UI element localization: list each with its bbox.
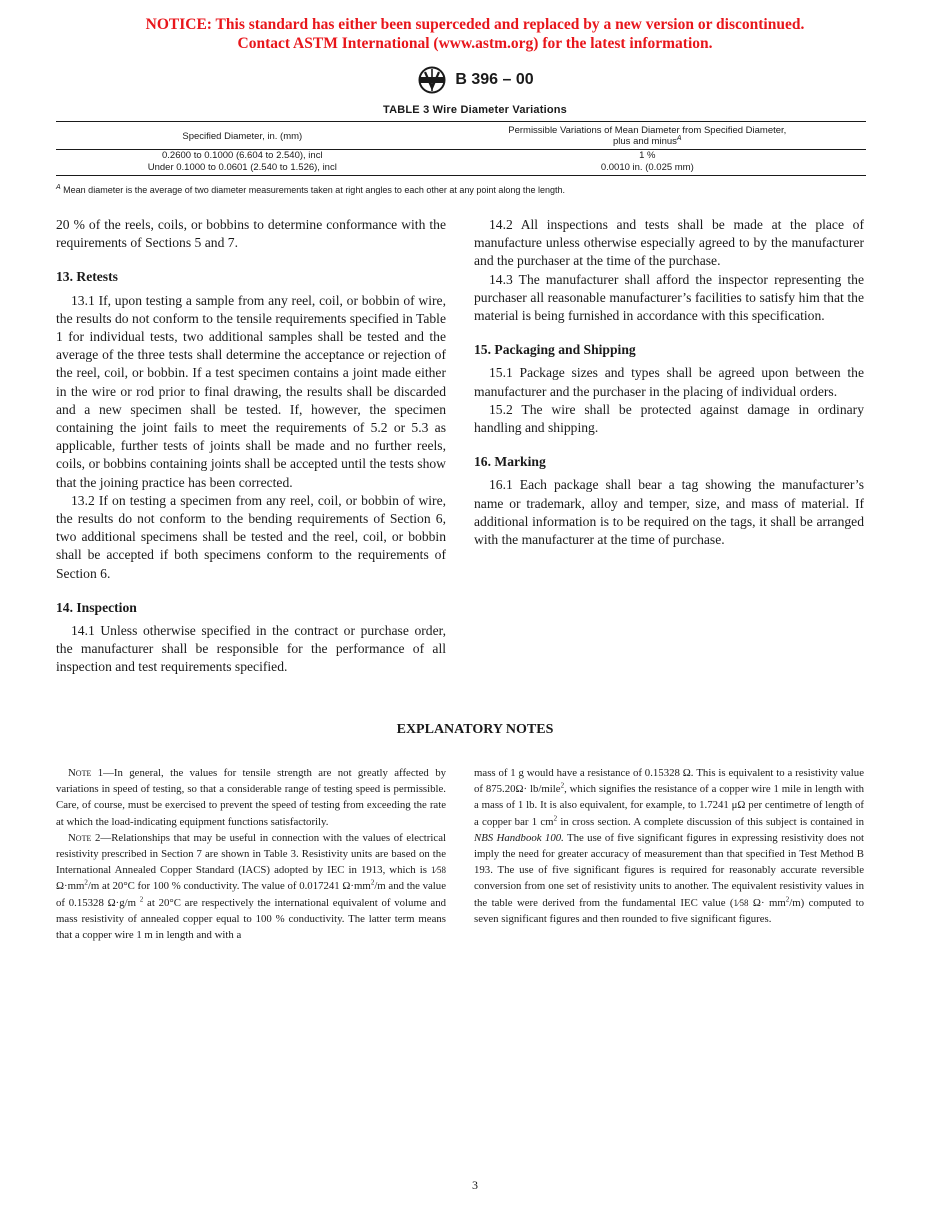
table-header-row [56,122,866,150]
left-column [56,216,446,677]
notice-line-1: NOTICE: This standard has either been superceded and replaced by a new version or discontinued. [145,16,805,33]
notes-left-column [56,765,446,943]
section-15-heading: 15. Packaging and Shipping [474,342,636,358]
right-column [474,216,864,549]
astm-logo-icon [416,66,448,94]
column-header-variation: Permissible Variations of Mean Diameter from Specified Diameter, plus and minus$^A$ [429,122,866,150]
table-cell-diameter: 0.2600 to 0.1000 (6.604 to 2.540), incl [162,150,323,161]
standard-header [0,66,950,94]
notice-line-2: Contact ASTM International (www.astm.org) for the latest information. [237,35,713,52]
paragraph-15-2: 15.2 The wire shall be protected against damage in ordinary handling and shipping. [474,401,864,436]
table-title: TABLE 3 Wire Diameter Variations [383,104,567,116]
table-cell-variation: 0.0010 in. (0.025 mm) [429,162,866,176]
section-14-heading: 14. Inspection [56,599,137,615]
paragraph-14-1: 14.1 Unless otherwise specified in the contract or purchase order, the manufacturer shall be responsible for the performance of all inspection and test requirements specified. [56,623,446,675]
paragraph-16-1: 16.1 Each package shall bear a tag showing the manufacturer’s name or trademark, alloy and temper, size, and mass of material. If additional information is to be required on the tags, it shall be arranged with the manufacturer at the time of purchase. [474,477,864,548]
section-13-heading: 13. Retests [56,269,118,285]
table-cell-diameter: Under 0.1000 to 0.0601 (2.540 to 1.526), incl [56,162,429,176]
column-header-diameter: Specified Diameter, in. (mm) [56,122,429,150]
paragraph-13-1: 13.1 If, upon testing a sample from any reel, coil, or bobbin of wire, the results do not conform to the tensile requirements specified in Table 1 for individual tests, two additional samples shall be tested and the average of the three tests shall determine the acceptance or rejection of the reel, coil, or bobbin. If a test specimen contains a joint made either in the wire or rod prior to final drawing, the results shall be discarded and a new specimen shall be tested. If, however, the specimen containing the joint fails to meet the requirements of 5.2 or 5.3 as applicable, further tests of joints shall be made and no further reels, coils, or bobbins containing joints shall be accepted until the tests show that the joining practice has been corrected. [56,292,446,490]
table-row [56,150,866,163]
paragraph-continued: 20 % of the reels, coils, or bobbins to determine conformance with the requirements of Sections 5 and 7. [56,217,446,251]
notes-right-column [474,765,864,927]
notice-banner [0,15,950,53]
note-2: Note 2—Relationships that may be useful in connection with the values of electrical resistivity prescribed in Section 7 are shown in Table 3. Resistivity units are based on the International Annealed Copper Standard (IACS) adopted by IEC in 1913, which is 1⁄58 $\Omega\cdot mm^2/m$ at 20°C for 100 % conductivity. The value of 0.017241 $\Omega\cdot mm^2/m$ and the value of 0.15328 Ω·g/m $^2$ at 20°C are respectively the international equivalent of volume and mass resistivity of annealed copper equal to 100 % conductivity. The latter term means that a copper wire 1 m in length and with a [56,831,446,942]
paragraph-15-1: 15.1 Package sizes and types shall be agreed upon between the manufacturer and the purchaser in the placing of individual orders. [474,365,864,399]
table-cell-variation: 1 % [639,150,656,161]
table-row [56,162,866,176]
paragraph-14-2: 14.2 All inspections and tests shall be made at the place of manufacture unless otherwise especially agreed to by the manufacturer and the purchaser at the time of the purchase. [474,217,864,269]
explanatory-notes-title: EXPLANATORY NOTES [396,722,554,737]
standard-designation: B 396 – 00 [455,71,534,88]
section-16-heading: 16. Marking [474,454,546,470]
wire-diameter-table [56,121,866,176]
paragraph-14-3: 14.3 The manufacturer shall afford the inspector representing the purchaser all reasonable manufacturer’s facilities to satisfy him that the material is being furnished in accordance with this specification. [474,271,864,324]
note-2-continued: mass of 1 g would have a resistance of 0.15328 Ω. This is equivalent to a resistivity value of 875.20Ω· lb/mile$^2$, which signifies the resistance of a copper wire 1 mile in length with a mass of 1 lb. It is also equivalent, for example, to 1.7241 μΩ per centimetre of length of a copper bar 1 $cm^2$ in cross section. A complete discussion of this subject is contained in NBS Handbook 100. The use of five significant figures in expressing resistivity does not imply the need for greater accuracy of measurement than that specified in Test Method B 193. The use of five significant figures is required for reasonably accurate reversible conversion from one set of resistivity units to another. The equivalent resistivity values in the table were derived from the fundamental IEC value (1⁄58 $\Omega\cdot mm^2/m$) computed to seven significant figures and then rounded to five significant figures. [474,767,865,925]
paragraph-13-2: 13.2 If on testing a specimen from any reel, coil, or bobbin of wire, the results do not conform to the bending requirements of Section 6, two additional specimens shall be tested and the reel, coil, or bobbin shall be accepted if both specimens conform to the requirements of Section 6. [56,492,446,581]
table-footnote: $^A$ Mean diameter is the average of two diameter measurements taken at right angles to each other at any point along the length. [56,184,565,195]
page-number: 3 [472,1178,478,1192]
note-1: Note 1—In general, the values for tensile strength are not greatly affected by variations in speed of testing, so that a considerable range of testing speed is permissible. Care, of course, must be exercised to prevent the speed of testing from exceeding the rate at which the load-indicating equipment functions satisfactorily. [56,767,446,828]
